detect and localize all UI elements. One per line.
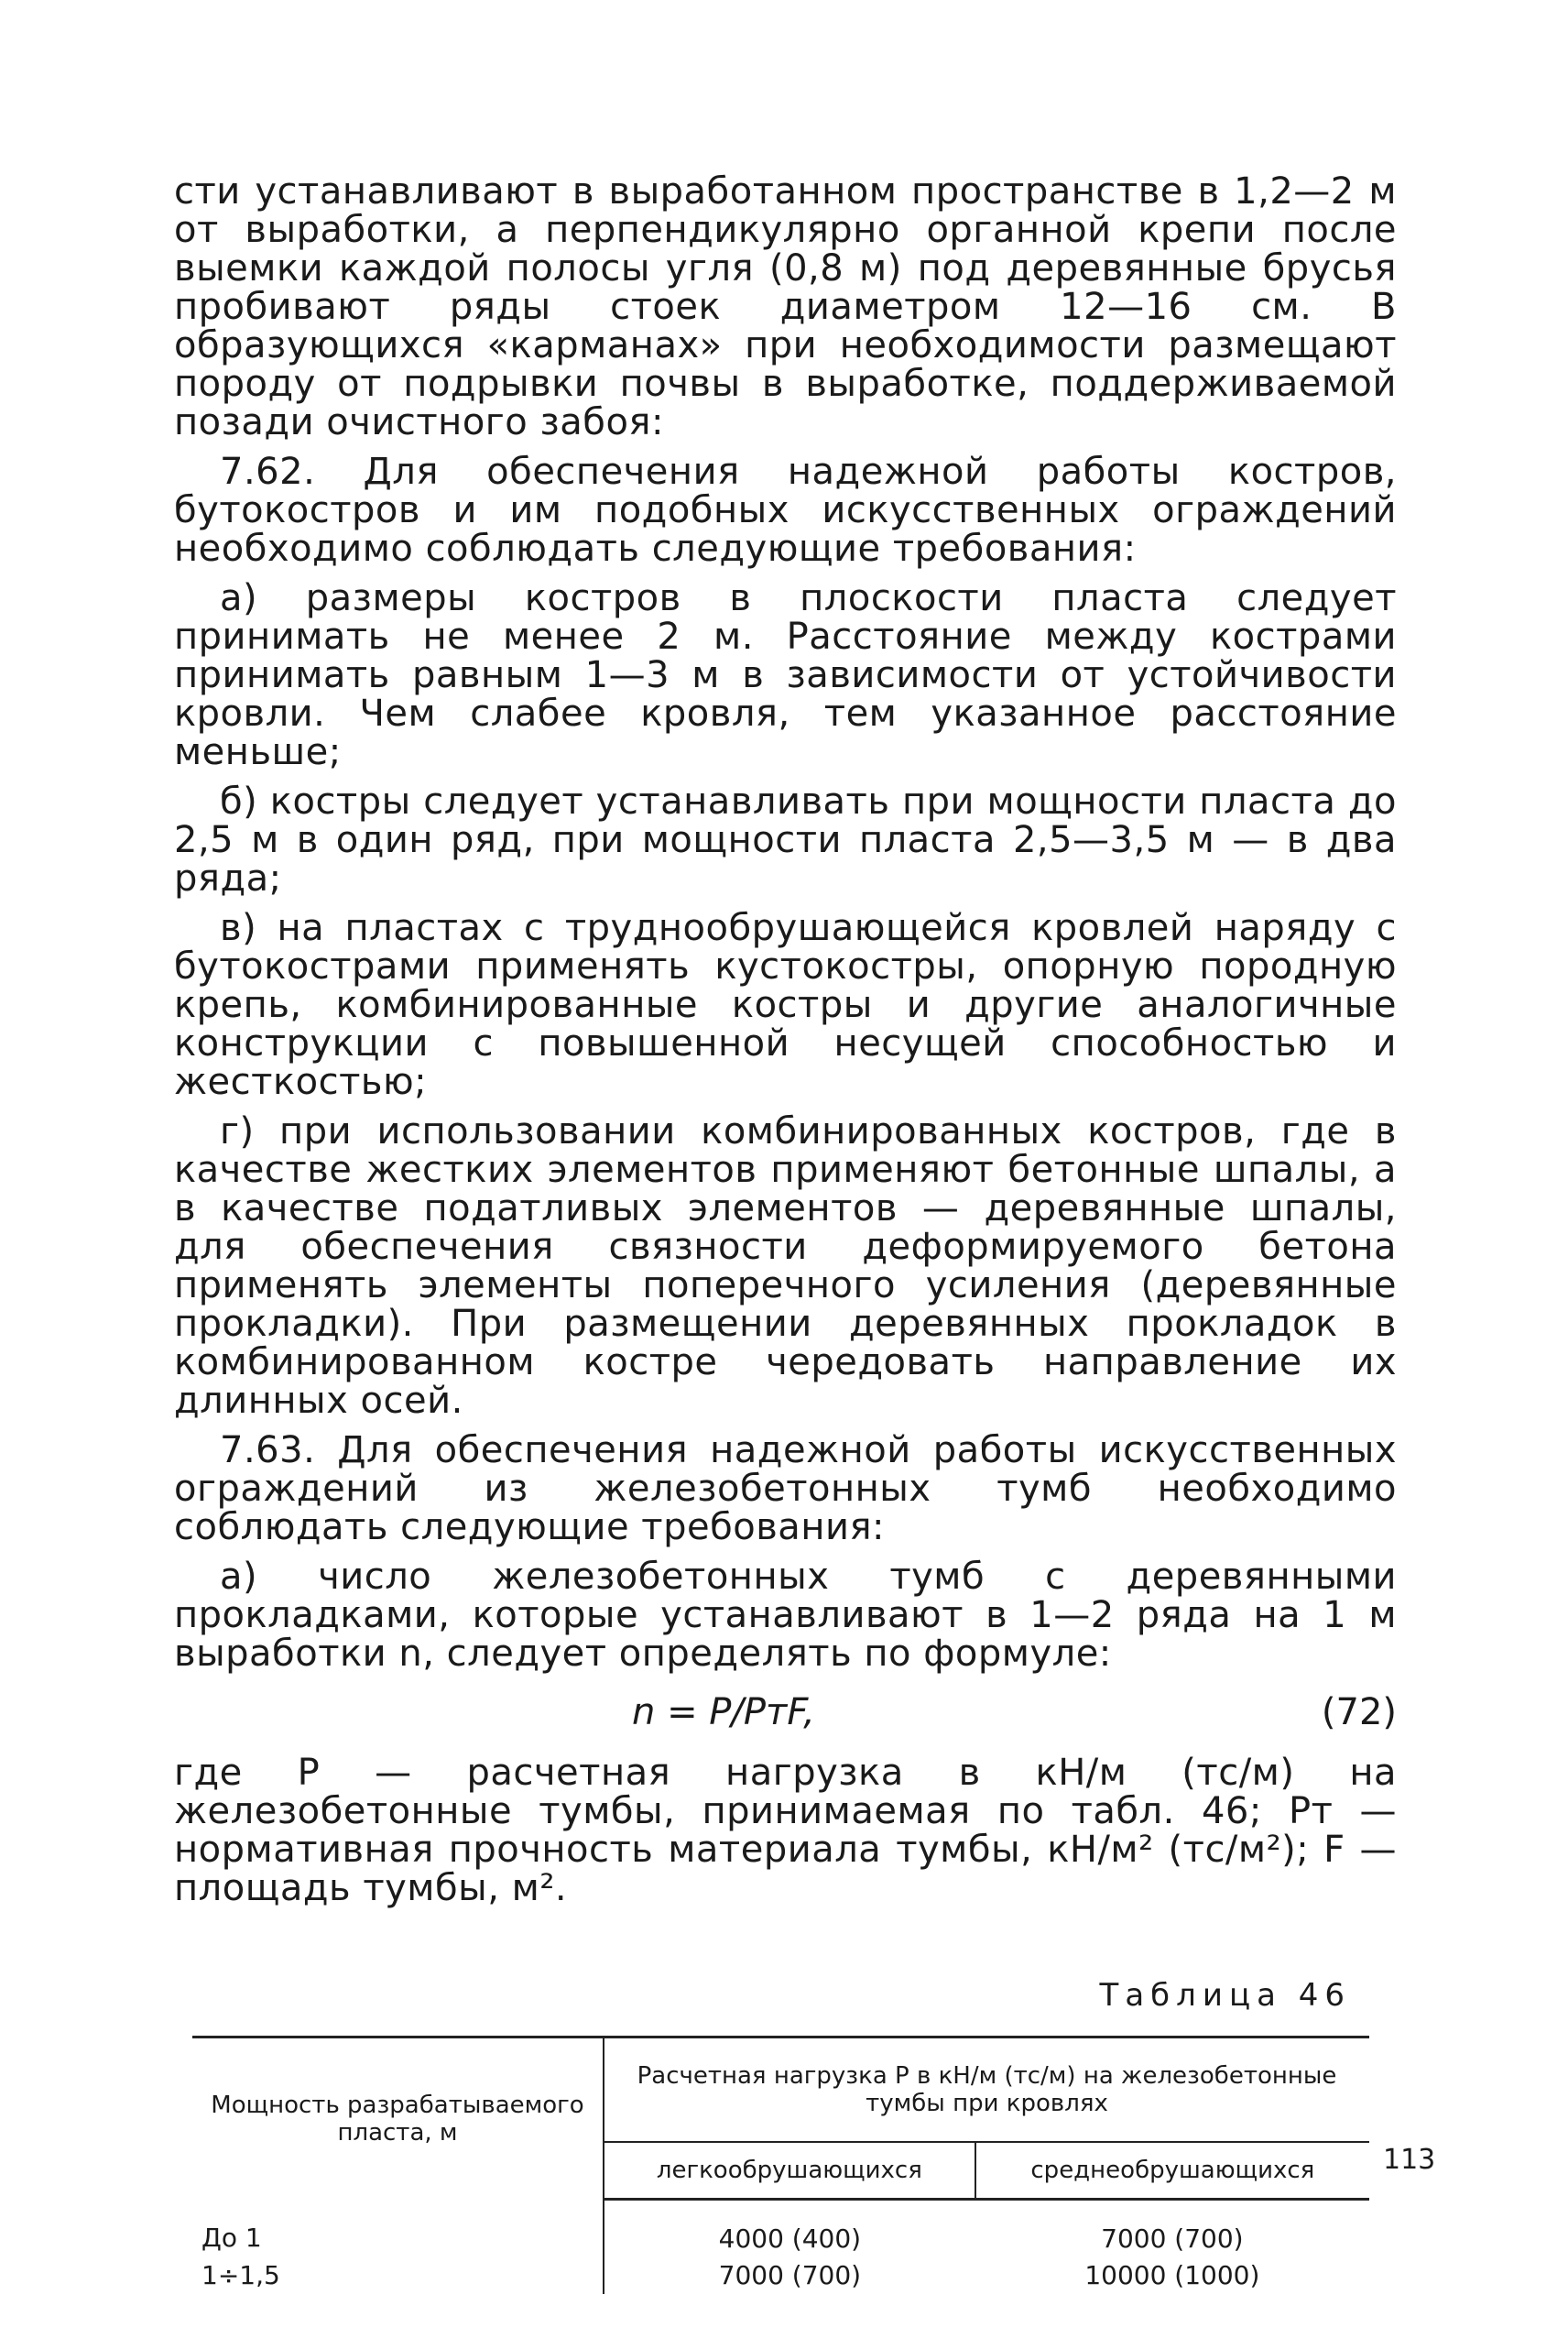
cell-light: 7000 (700) [718, 2260, 862, 2290]
cell-medium: 7000 (700) [1101, 2223, 1244, 2254]
cell-thickness: 1÷1,5 [192, 2257, 604, 2294]
header-light-roof: легкообрушающихся [604, 2142, 975, 2200]
header-thickness: Мощность разрабатываемого пласта, м [192, 2037, 604, 2200]
paragraph-7-62: 7.62. Для обеспечения надежной работы костров, бутокостров и им подобных искусственных ограждений необходимо соблюдать следующие требования: [174, 451, 1397, 570]
table-row [192, 2257, 1369, 2294]
formula-expression: n = P/PтF, [632, 1691, 815, 1733]
cell-thickness: До 1 [192, 2200, 604, 2258]
paragraph-7-63: 7.63. Для обеспечения надежной работы искусственных ограждений из железобетонных тумб необходимо соблюдать следующие требования: [174, 1429, 1397, 1548]
formula-explanation: где P — расчетная нагрузка в кН/м (тс/м) на железобетонные тумбы, принимаемая по табл. 46; Pт — нормативная прочность материала тумбы, кН/м² (тс/м²); F — площадь тумбы, м². [174, 1752, 1397, 1909]
paragraph-item-b: б) костры следует устанавливать при мощности пласта до 2,5 м в один ряд, при мощности пласта 2,5—3,5 м — в два ряда; [174, 781, 1397, 900]
paragraph-item-v: в) на пластах с труднообрушающейся кровлей наряду с бутокострами применять кустокостры, опорную породную крепь, комбинированные костры и другие аналогичные конструкции с повышенной несущей способностью и жесткостью; [174, 907, 1397, 1103]
paragraph-7-63-item-a: а) число железобетонных тумб с деревянными прокладками, которые устанавливают в 1—2 ряда на 1 м выработки n, следует определять по формуле: [174, 1556, 1397, 1675]
paragraph-item-g: г) при использовании комбинированных костров, где в качестве жестких элементов применяют бетонные шпалы, а в качестве податливых элементов — деревянные шпалы, для обеспечения связности деформируемого бетона применять элементы поперечного усиления (деревянные прокладки). При размещении деревянных прокладок в комбинированном костре чередовать направление их длинных осей. [174, 1110, 1397, 1422]
table-caption: Таблица 46 [1099, 1977, 1351, 2014]
table-row [192, 2200, 1369, 2258]
cell-medium: 10000 (1000) [1084, 2260, 1260, 2290]
paragraph-continuation: сти устанавливают в выработанном пространстве в 1,2—2 м от выработки, а перпендикулярно органной крепи после выемки каждой полосы угля (0,8 м) под деревянные брусья пробивают ряды стоек диаметром 12—16 см. В образующихся «карманах» при необходимости размещают породу от подрывки почвы в выработке, поддерживаемой позади очистного забоя: [174, 170, 1397, 443]
page-number: 113 [1383, 2144, 1436, 2176]
table-46 [192, 2036, 1369, 2294]
paragraph-item-a: а) размеры костров в плоскости пласта следует принимать не менее 2 м. Расстояние между кострами принимать равным 1—3 м в зависимости от устойчивости кровли. Чем слабее кровля, тем указанное расстояние меньше; [174, 577, 1397, 773]
page-body [174, 172, 1397, 2294]
formula-72 [174, 1689, 1397, 1735]
formula-number: (72) [1321, 1691, 1397, 1733]
header-medium-roof: среднеобрушающихся [975, 2142, 1369, 2200]
header-load-group: Расчетная нагрузка P в кН/м (тс/м) на железобетонные тумбы при кровлях [604, 2037, 1369, 2143]
cell-light: 4000 (400) [718, 2223, 862, 2254]
